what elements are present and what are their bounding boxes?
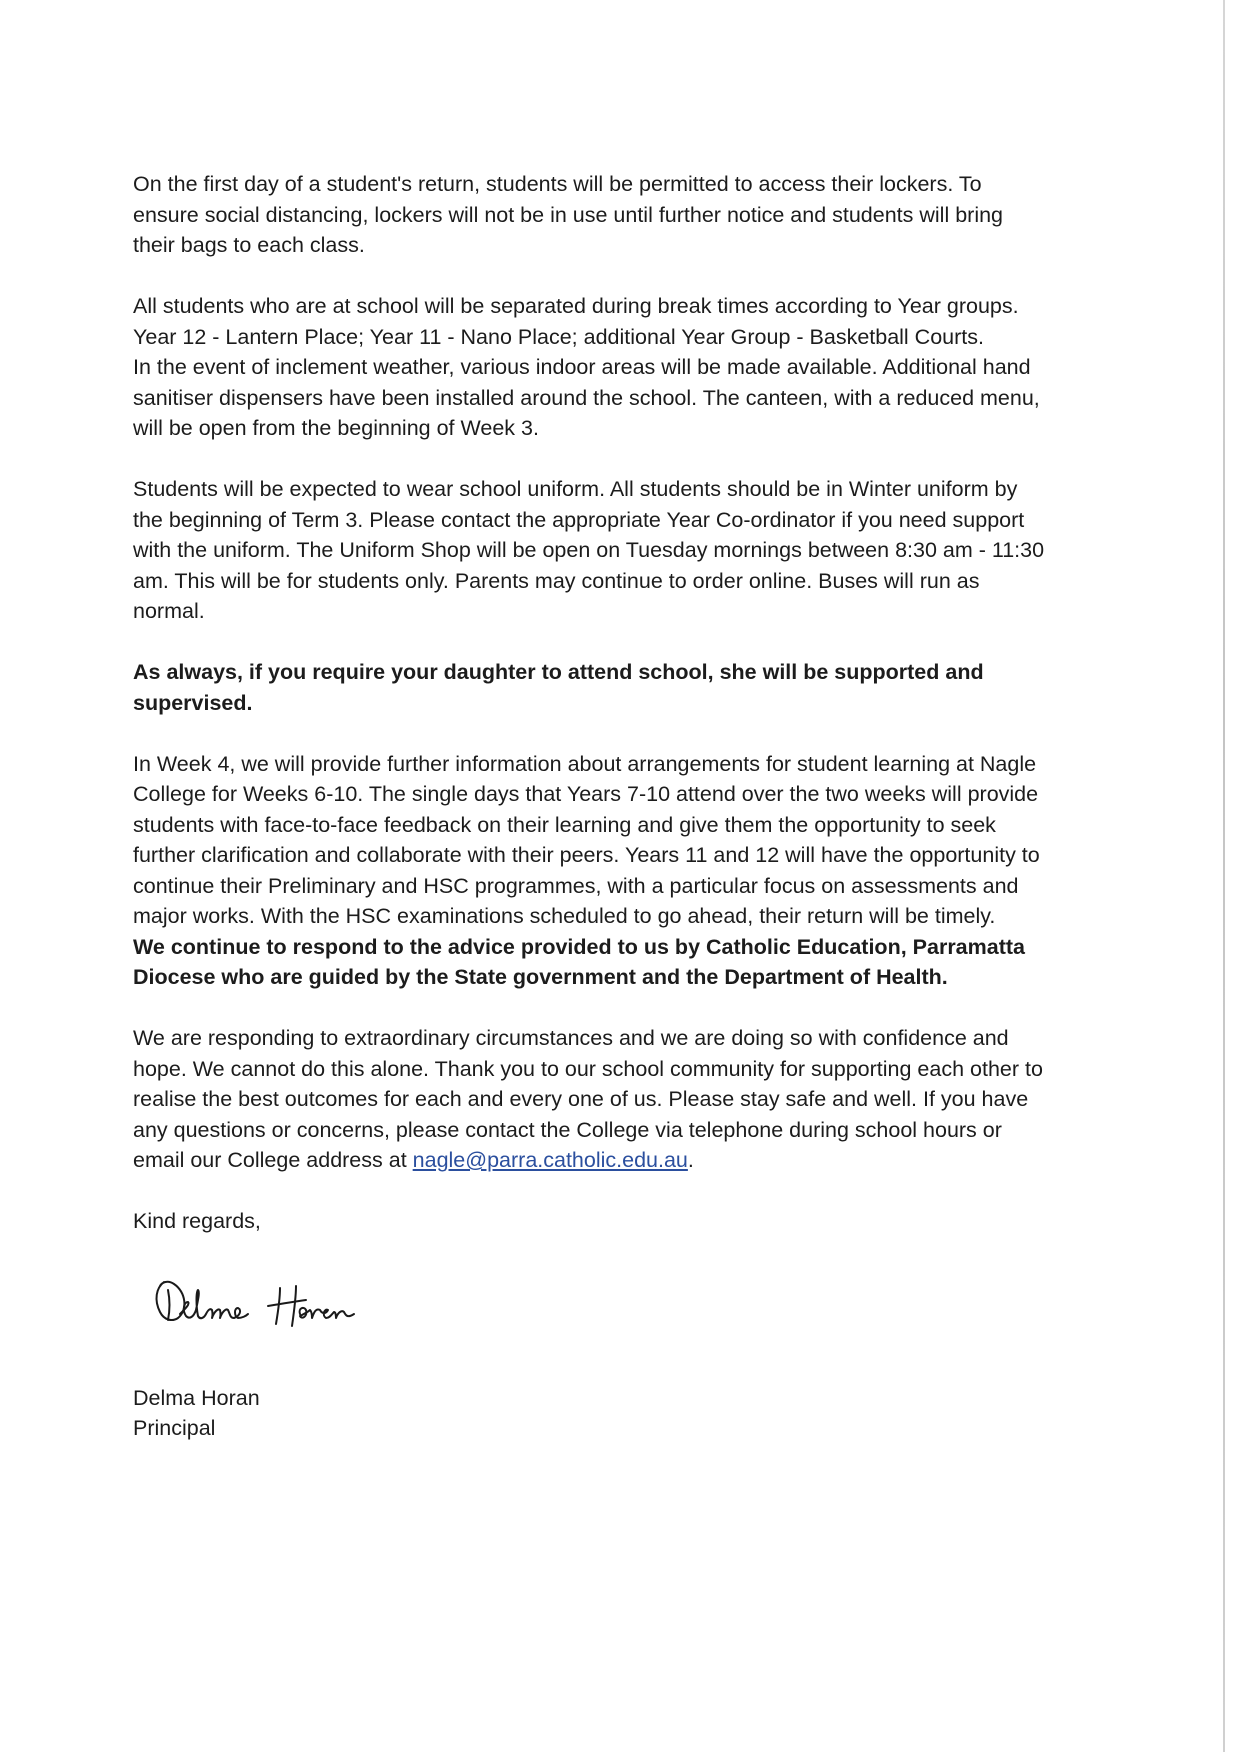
text-line: We are responding to extraordinary circumstances and we are doing so with confidence and [133,1026,1009,1050]
text-line: their bags to each class. [133,233,365,257]
letter-body [133,169,1093,1444]
text-line: the beginning of Term 3. Please contact the appropriate Year Co-ordinator if you need support [133,507,1025,532]
text-line: sanitiser dispensers have been installed around the school. The canteen, with a reduced menu, [133,385,1040,410]
text-line: major works. With the HSC examinations scheduled to go ahead, their return will be timely. [133,904,996,928]
text-line: College for Weeks 6-10. The single days that Years 7-10 attend over the two weeks will provide [133,782,1039,806]
email-prefix: email our College address at [133,1148,413,1172]
paragraph-closing-remarks [133,1023,1093,1176]
text-line: On the first day of a student's return, students will be permitted to access their lockers. To [133,172,982,196]
text-line: In Week 4, we will provide further information about arrangements for student learning at Nagle [133,751,1037,776]
page-edge [1223,0,1225,1752]
text-line: with the uniform. The Uniform Shop will be open on Tuesday mornings between 8:30 am - 11:30 [133,538,1045,562]
text-line: any questions or concerns, please contact the College via telephone during school hours or [133,1117,1002,1142]
paragraph-week-4 [133,749,1093,993]
text-line: continue their Preliminary and HSC programmes, with a particular focus on assessments and [133,873,1019,898]
text-line: Year 12 - Lantern Place; Year 11 - Nano Place; additional Year Group - Basketball Courts. [133,324,984,349]
text-line-bold: We continue to respond to the advice provided to us by Catholic Education, Parramatta [133,934,1025,959]
text-line: All students who are at school will be separated during break times according to Year groups. [133,294,1019,318]
text-line: realise the best outcomes for each and every one of us. Please stay safe and well. If you have [133,1087,1029,1111]
text-line: ensure social distancing, lockers will not be in use until further notice and students will bring [133,202,1004,227]
text-line: hope. We cannot do this alone. Thank you to our school community for supporting each other to [133,1056,1043,1081]
text-line-with-email [133,1145,1093,1176]
signature-image [150,1270,390,1340]
email-link[interactable]: nagle@parra.catholic.edu.au [412,1148,688,1172]
closing-salutation: Kind regards, [133,1209,261,1233]
signer-name: Delma Horan [133,1385,260,1410]
text-line: normal. [133,599,205,623]
text-line: further clarification and collaborate with their peers. Years 11 and 12 will have the opportunity to [133,843,1040,867]
signer-title: Principal [133,1416,216,1440]
paragraph-lockers [133,169,1093,261]
signature-text: Delma Horan [150,1318,277,1340]
text-line: As always, if you require your daughter to attend school, she will be supported and [133,660,984,684]
text-line: supervised. [133,690,253,715]
paragraph-supervision-notice [133,657,1093,718]
text-line: In the event of inclement weather, various indoor areas will be made available. Additional hand [133,355,1031,379]
text-line: am. This will be for students only. Parents may continue to order online. Buses will run as [133,568,980,593]
text-line: students with face-to-face feedback on their learning and give them the opportunity to seek [133,812,996,837]
paragraph-break-times [133,291,1093,444]
paragraph-uniform [133,474,1093,627]
email-suffix: . [687,1148,694,1172]
text-line: Students will be expected to wear school uniform. All students should be in Winter uniform by [133,477,1018,501]
signature-block [133,1383,1093,1444]
text-line-bold: Diocese who are guided by the State government and the Department of Health. [133,965,948,989]
text-line: will be open from the beginning of Week 3. [133,416,539,440]
